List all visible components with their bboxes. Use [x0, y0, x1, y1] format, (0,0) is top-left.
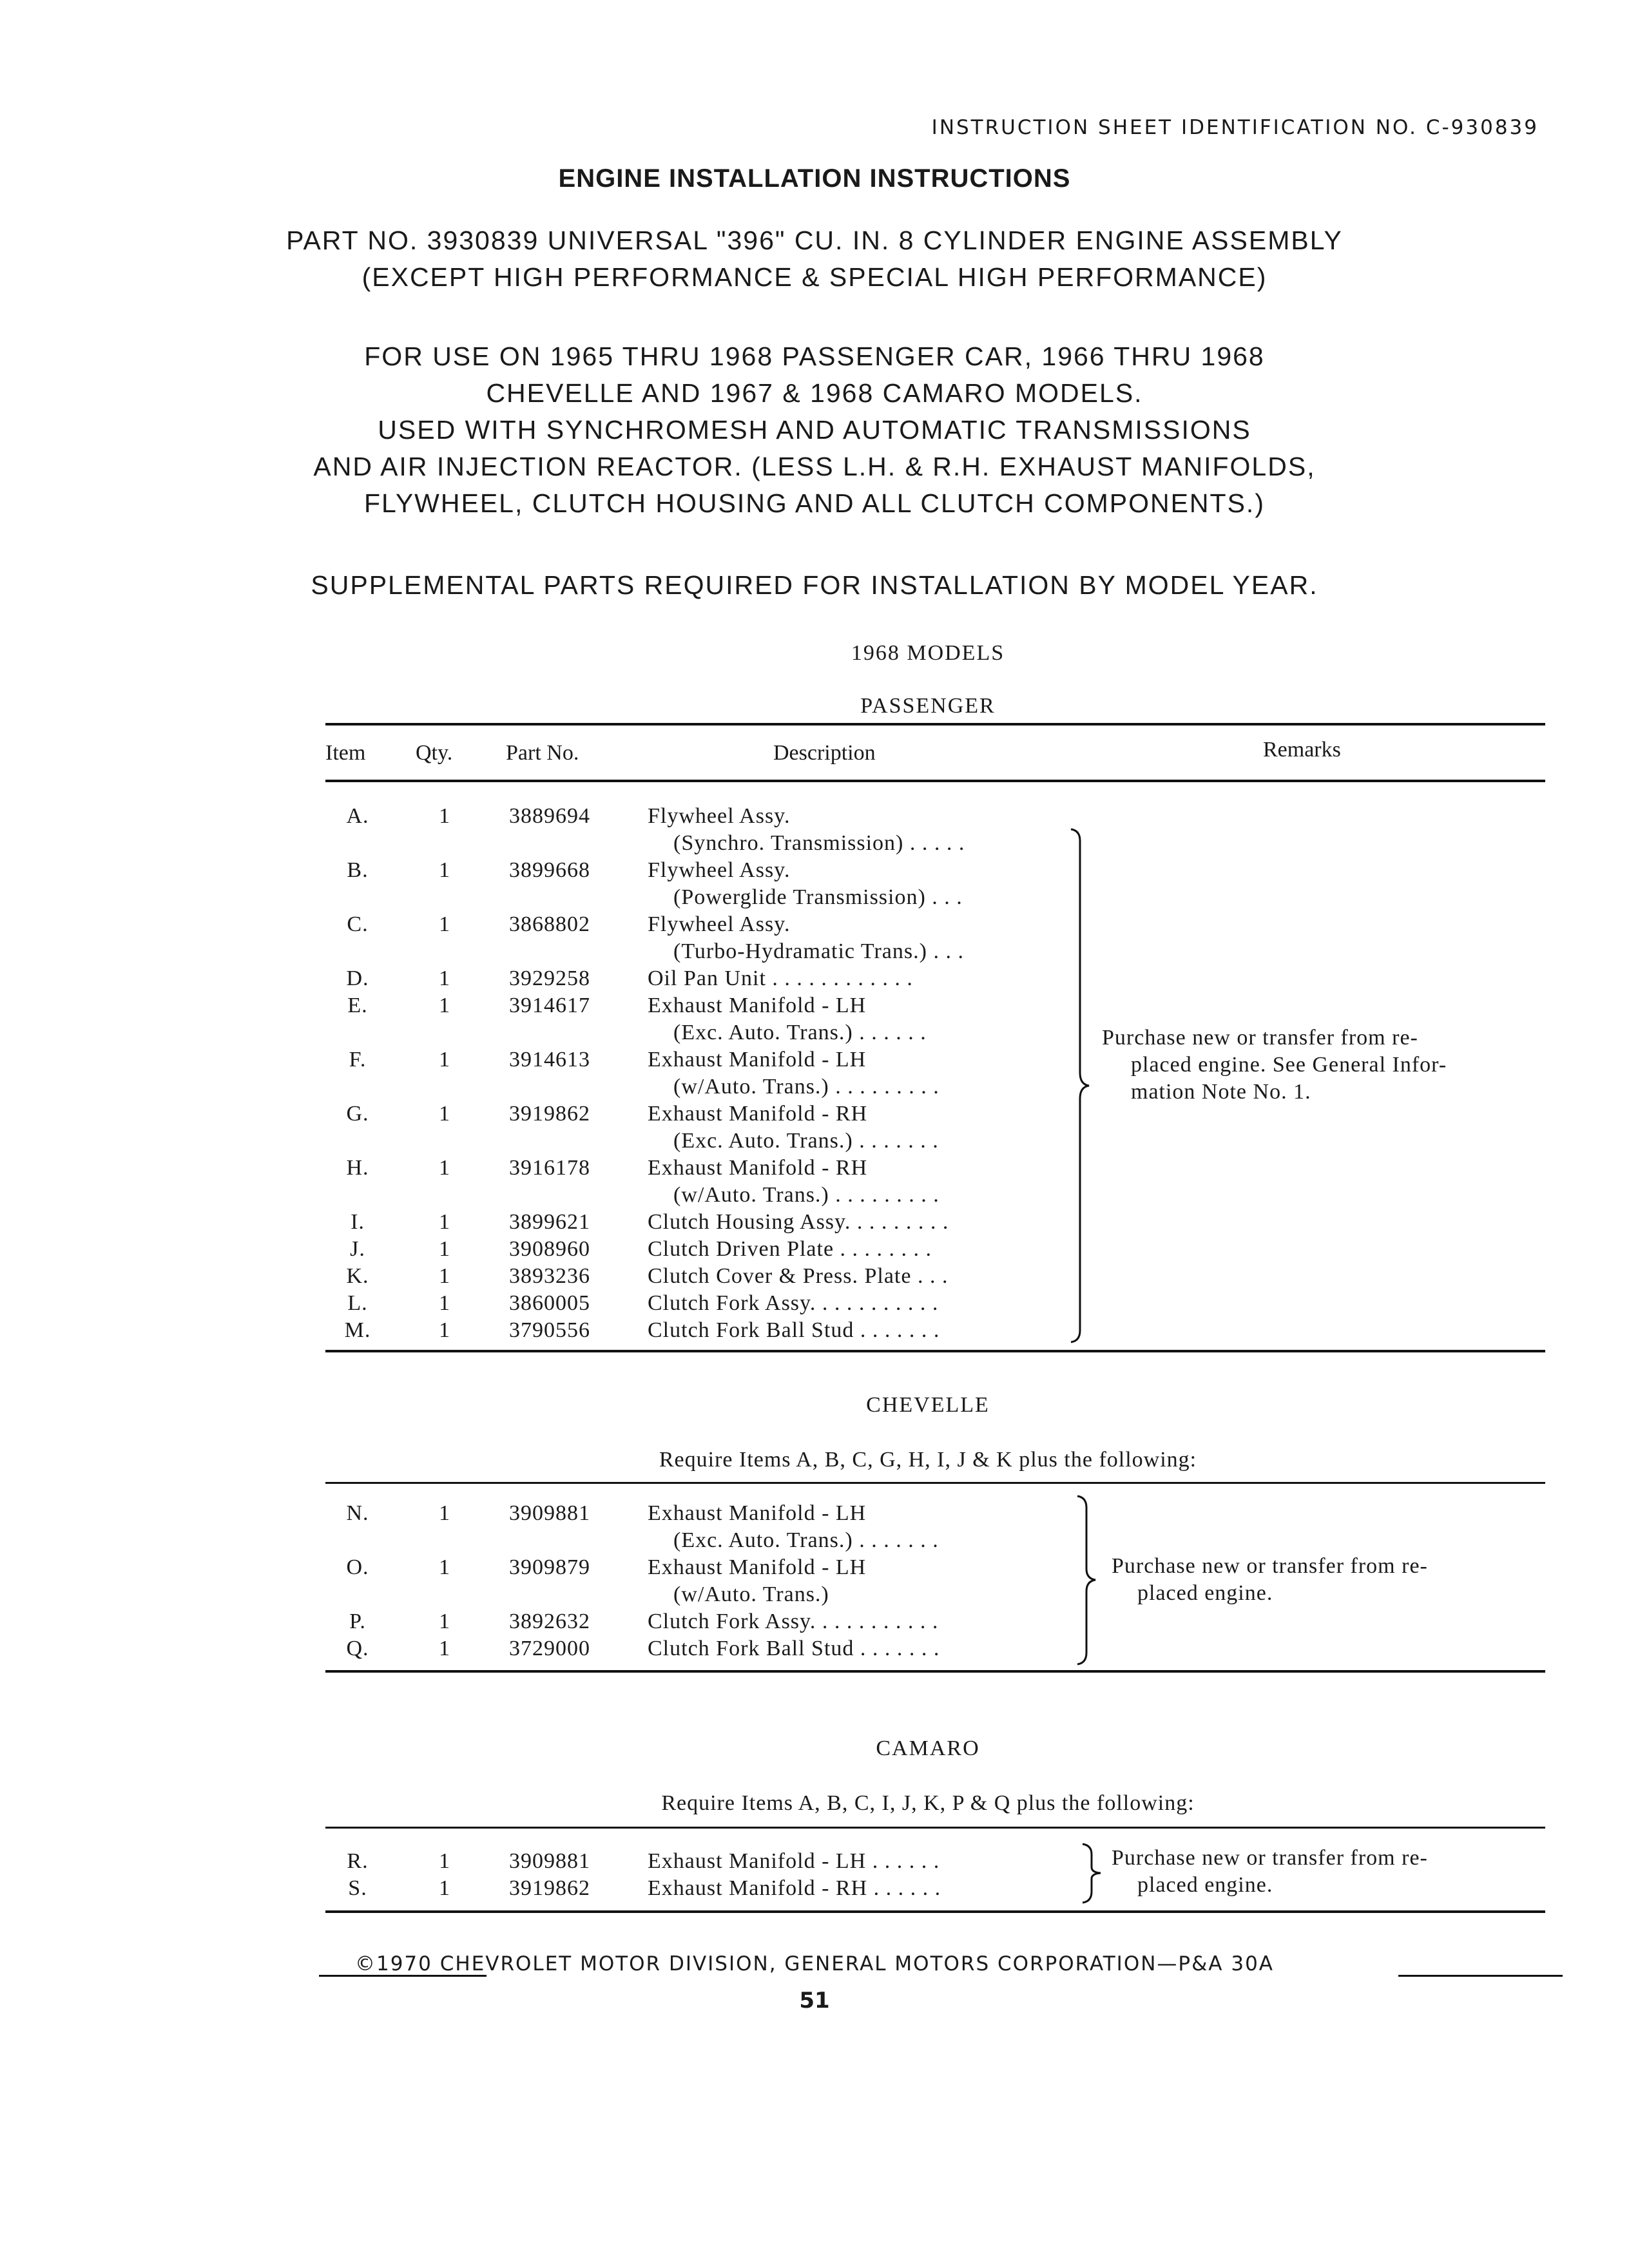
camaro-top-rule: [325, 1827, 1545, 1829]
remark-line-2: placed engine. See General Infor-: [1131, 1053, 1447, 1077]
table-top-rule: [325, 723, 1545, 726]
description-subline: (w/Auto. Trans.) . . . . . . . . .: [673, 1183, 940, 1207]
qty-cell: 1: [439, 804, 450, 828]
item-cell: H.: [346, 1156, 369, 1180]
item-cell: K.: [346, 1264, 369, 1288]
use-line-2: CHEVELLE AND 1967 & 1968 CAMARO MODELS.: [486, 378, 1143, 408]
remark-line-1: Purchase new or transfer from re-: [1102, 1026, 1418, 1050]
table-row-continuation: [0, 831, 1629, 858]
qty-cell: 1: [439, 858, 450, 882]
column-header-qty: Qty.: [416, 741, 453, 765]
remark-line-3: mation Note No. 1.: [1131, 1080, 1311, 1104]
description-cell: Clutch Fork Assy. . . . . . . . . . .: [648, 1291, 939, 1315]
part-number-cell: 3929258: [509, 966, 590, 990]
page-number: 51: [799, 1988, 830, 2013]
passenger-brace: [1070, 828, 1095, 1343]
table-row: [0, 966, 1629, 994]
column-header-item: Item: [325, 741, 366, 765]
table-row-continuation: [0, 885, 1629, 912]
description-cell: Oil Pan Unit . . . . . . . . . . . .: [648, 966, 913, 990]
part-number-cell: 3909881: [509, 1501, 590, 1525]
description-cell: Exhaust Manifold - LH: [648, 1501, 867, 1525]
description-cell: Clutch Fork Ball Stud . . . . . . .: [648, 1318, 940, 1342]
part-number-cell: 3868802: [509, 912, 590, 936]
description-subline: (Exc. Auto. Trans.) . . . . . . .: [673, 1129, 939, 1153]
use-line-1: FOR USE ON 1965 THRU 1968 PASSENGER CAR, 1966 THRU 1968: [364, 341, 1265, 371]
part-line-2: (EXCEPT HIGH PERFORMANCE & SPECIAL HIGH PERFORMANCE): [361, 262, 1268, 292]
column-header-description: Description: [773, 741, 876, 765]
item-cell: L.: [347, 1291, 368, 1315]
qty-cell: 1: [439, 1156, 450, 1180]
item-cell: I.: [351, 1210, 365, 1234]
item-cell: B.: [347, 858, 369, 882]
camaro-brace: [1081, 1843, 1107, 1904]
part-number-cell: 3914613: [509, 1048, 590, 1072]
description-cell: Flywheel Assy.: [648, 912, 791, 936]
item-cell: J.: [350, 1237, 365, 1261]
item-cell: N.: [346, 1501, 369, 1525]
description-cell: Clutch Cover & Press. Plate . . .: [648, 1264, 949, 1288]
part-number-cell: 3919862: [509, 1102, 590, 1126]
table-row: [0, 1264, 1629, 1291]
qty-cell: 1: [439, 912, 450, 936]
description-cell: Exhaust Manifold - RH: [648, 1156, 868, 1180]
part-line-1: PART NO. 3930839 UNIVERSAL "396" CU. IN. 8 CYLINDER ENGINE ASSEMBLY: [286, 226, 1343, 255]
item-cell: A.: [346, 804, 369, 828]
item-cell: D.: [346, 966, 369, 990]
item-cell: Q.: [346, 1637, 369, 1660]
item-cell: R.: [347, 1849, 369, 1873]
description-cell: Clutch Housing Assy. . . . . . . . .: [648, 1210, 949, 1234]
camaro-requirement: Require Items A, B, C, I, J, K, P & Q plus the following:: [661, 1791, 1195, 1815]
part-number-cell: 3919862: [509, 1876, 590, 1900]
footer-rule-right: [1398, 1975, 1563, 1977]
qty-cell: 1: [439, 966, 450, 990]
column-header-part: Part No.: [506, 741, 579, 765]
qty-cell: 1: [439, 1237, 450, 1261]
description-cell: Exhaust Manifold - RH . . . . . .: [648, 1876, 941, 1900]
table-row: [0, 912, 1629, 939]
qty-cell: 1: [439, 1264, 450, 1288]
part-number-cell: 3909881: [509, 1849, 590, 1873]
part-number-cell: 3889694: [509, 804, 590, 828]
chevelle-remarks: [1112, 1553, 1428, 1607]
description-cell: Exhaust Manifold - RH: [648, 1102, 868, 1126]
description-subline: (Exc. Auto. Trans.) . . . . . . .: [673, 1528, 939, 1552]
qty-cell: 1: [439, 1318, 450, 1342]
chevelle-requirement: Require Items A, B, C, G, H, I, J & K plus the following:: [659, 1448, 1197, 1472]
qty-cell: 1: [439, 1876, 450, 1900]
item-cell: C.: [347, 912, 369, 936]
camaro-bottom-rule: [325, 1910, 1545, 1913]
passenger-bottom-rule: [325, 1350, 1545, 1352]
table-header-rule: [325, 780, 1545, 782]
passenger-remarks: [1102, 1024, 1447, 1106]
table-row: [0, 1291, 1629, 1318]
qty-cell: 1: [439, 1501, 450, 1525]
item-cell: O.: [346, 1555, 369, 1579]
description-cell: Flywheel Assy.: [648, 804, 791, 828]
qty-cell: 1: [439, 1102, 450, 1126]
description-subline: (Synchro. Transmission) . . . . .: [673, 831, 965, 855]
item-cell: G.: [346, 1102, 369, 1126]
table-row: [0, 1156, 1629, 1183]
part-number-cell: 3892632: [509, 1610, 590, 1633]
sheet-identification: INSTRUCTION SHEET IDENTIFICATION NO. C-930839: [931, 116, 1539, 139]
description-cell: Exhaust Manifold - LH . . . . . .: [648, 1849, 940, 1873]
description-cell: Clutch Driven Plate . . . . . . . .: [648, 1237, 932, 1261]
description-subline: (Turbo-Hydramatic Trans.) . . .: [673, 939, 964, 963]
table-row: [0, 1237, 1629, 1264]
qty-cell: 1: [439, 1210, 450, 1234]
table-row: [0, 1318, 1629, 1345]
copyright-line: ©1970 CHEVROLET MOTOR DIVISION, GENERAL MOTORS CORPORATION—P&A 30A: [354, 1952, 1274, 1975]
description-subline: (Exc. Auto. Trans.) . . . . . .: [673, 1021, 927, 1044]
use-line-5: FLYWHEEL, CLUTCH HOUSING AND ALL CLUTCH COMPONENTS.): [364, 488, 1265, 518]
description-cell: Flywheel Assy.: [648, 858, 791, 882]
item-cell: M.: [344, 1318, 371, 1342]
table-row-continuation: [0, 939, 1629, 966]
chevelle-top-rule: [325, 1482, 1545, 1484]
table-row: [0, 994, 1629, 1021]
table-row-continuation: [0, 1528, 1629, 1555]
description-cell: Exhaust Manifold - LH: [648, 1555, 867, 1579]
table-row: [0, 1637, 1629, 1664]
table-row: [0, 1102, 1629, 1129]
part-number-cell: 3908960: [509, 1237, 590, 1261]
description-subline: (w/Auto. Trans.): [673, 1582, 829, 1606]
chevelle-brace: [1076, 1495, 1102, 1666]
part-number-cell: 3899668: [509, 858, 590, 882]
page-title: ENGINE INSTALLATION INSTRUCTIONS: [558, 164, 1071, 193]
qty-cell: 1: [439, 994, 450, 1017]
qty-cell: 1: [439, 1291, 450, 1315]
camaro-heading: CAMARO: [876, 1736, 980, 1760]
part-number-cell: 3916178: [509, 1156, 590, 1180]
model-year-heading: 1968 MODELS: [851, 641, 1005, 665]
part-number-cell: 3893236: [509, 1264, 590, 1288]
description-subline: (w/Auto. Trans.) . . . . . . . . .: [673, 1075, 940, 1099]
remark-line-1: Purchase new or transfer from re-: [1112, 1554, 1428, 1578]
remark-line-2: placed engine.: [1137, 1873, 1273, 1897]
table-row: [0, 1210, 1629, 1237]
chevelle-heading: CHEVELLE: [866, 1393, 990, 1417]
item-cell: P.: [349, 1610, 366, 1633]
description-cell: Exhaust Manifold - LH: [648, 994, 867, 1017]
part-number-cell: 3790556: [509, 1318, 590, 1342]
part-number-cell: 3914617: [509, 994, 590, 1017]
qty-cell: 1: [439, 1610, 450, 1633]
use-line-4: AND AIR INJECTION REACTOR. (LESS L.H. & R.H. EXHAUST MANIFOLDS,: [313, 452, 1316, 481]
part-number-cell: 3860005: [509, 1291, 590, 1315]
table-row: [0, 1610, 1629, 1637]
remark-line-2: placed engine.: [1137, 1581, 1273, 1605]
part-number-heading: [0, 222, 1629, 296]
remark-line-1: Purchase new or transfer from re-: [1112, 1846, 1428, 1870]
item-cell: E.: [347, 994, 368, 1017]
part-number-cell: 3729000: [509, 1637, 590, 1660]
description-cell: Exhaust Manifold - LH: [648, 1048, 867, 1072]
part-number-cell: 3909879: [509, 1555, 590, 1579]
table-row-continuation: [0, 1183, 1629, 1210]
qty-cell: 1: [439, 1048, 450, 1072]
column-header-remarks: Remarks: [1263, 738, 1341, 762]
item-cell: F.: [349, 1048, 367, 1072]
part-number-cell: 3899621: [509, 1210, 590, 1234]
table-row: [0, 858, 1629, 885]
usage-block: [0, 338, 1629, 522]
description-subline: (Powerglide Transmission) . . .: [673, 885, 963, 909]
description-cell: Clutch Fork Assy. . . . . . . . . . .: [648, 1610, 939, 1633]
qty-cell: 1: [439, 1555, 450, 1579]
table-row-continuation: [0, 1129, 1629, 1156]
use-line-3: USED WITH SYNCHROMESH AND AUTOMATIC TRANSMISSIONS: [378, 415, 1251, 445]
item-cell: S.: [348, 1876, 367, 1900]
qty-cell: 1: [439, 1637, 450, 1660]
description-cell: Clutch Fork Ball Stud . . . . . . .: [648, 1637, 940, 1660]
table-row: [0, 1501, 1629, 1528]
supplemental-heading: SUPPLEMENTAL PARTS REQUIRED FOR INSTALLATION BY MODEL YEAR.: [311, 570, 1318, 600]
camaro-remarks: [1112, 1845, 1428, 1899]
passenger-heading: PASSENGER: [860, 694, 996, 718]
table-row: [0, 804, 1629, 831]
qty-cell: 1: [439, 1849, 450, 1873]
chevelle-bottom-rule: [325, 1670, 1545, 1673]
